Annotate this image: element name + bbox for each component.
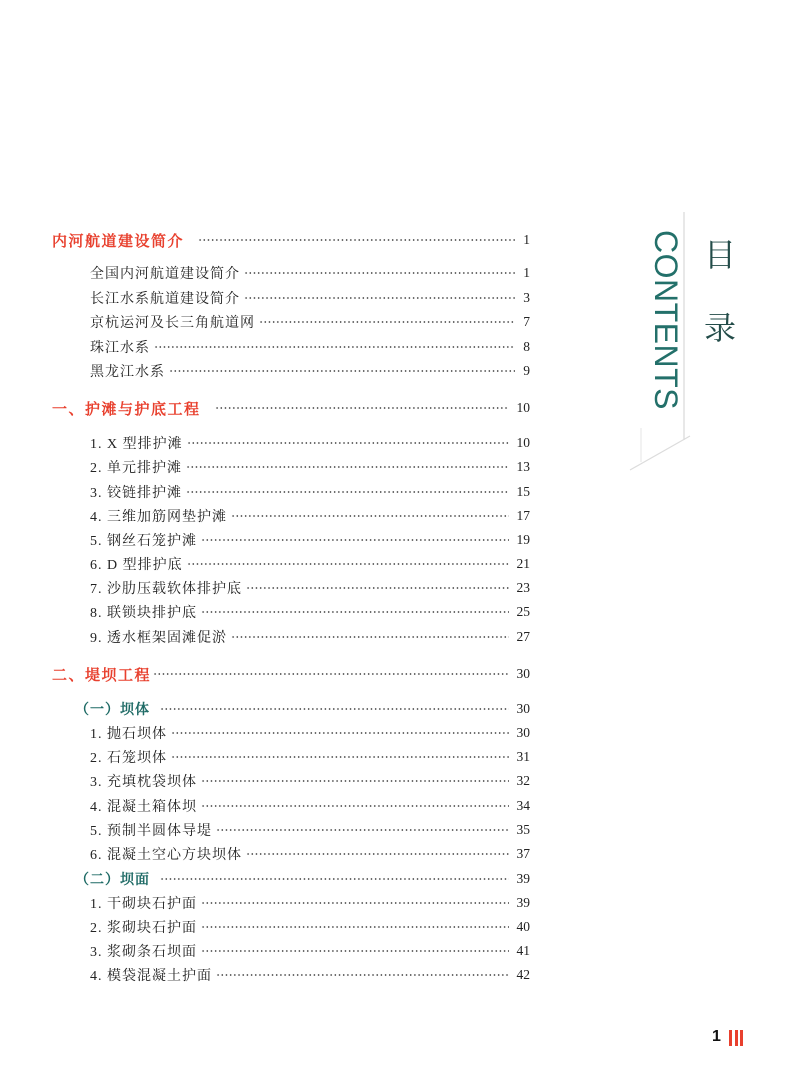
dot-leader bbox=[187, 562, 509, 566]
page-number: 30 bbox=[516, 701, 530, 716]
dot-leader bbox=[186, 490, 509, 494]
toc-entry bbox=[90, 312, 530, 332]
toc-entry bbox=[90, 627, 530, 647]
page-number: 35 bbox=[516, 822, 530, 837]
dot-leader bbox=[231, 635, 509, 639]
page-number: 15 bbox=[516, 484, 530, 499]
page-number: 31 bbox=[516, 749, 530, 764]
toc-entry bbox=[90, 602, 530, 622]
entry-label: 全国内河航道建设简介 bbox=[90, 267, 240, 282]
entry-label: 2. 石笼坝体 bbox=[90, 751, 167, 766]
page-number: 39 bbox=[516, 895, 530, 910]
page-number: 39 bbox=[516, 871, 530, 886]
page-number: 30 bbox=[516, 666, 530, 681]
entry-label: 4. 模袋混凝土护面 bbox=[90, 969, 212, 984]
toc-entry bbox=[90, 796, 530, 816]
toc-subheading bbox=[75, 869, 530, 889]
entry-label: 黑龙江水系 bbox=[90, 365, 165, 380]
dot-leader bbox=[215, 406, 509, 410]
toc-heading bbox=[52, 664, 530, 684]
page-number: 23 bbox=[516, 580, 530, 595]
toc-entry bbox=[90, 530, 530, 550]
entry-label: 9. 透水框架固滩促淤 bbox=[90, 631, 227, 646]
page-number: 25 bbox=[516, 604, 530, 619]
dot-leader bbox=[187, 441, 509, 445]
entry-label: 7. 沙肋压载软体排护底 bbox=[90, 582, 242, 597]
dot-leader bbox=[246, 586, 509, 590]
entry-label: 2. 单元排护滩 bbox=[90, 461, 182, 476]
dot-leader bbox=[198, 238, 515, 242]
toc-entry bbox=[90, 578, 530, 598]
footer-page-number: 1 bbox=[712, 1028, 721, 1045]
dot-leader bbox=[201, 804, 509, 808]
page-number: 41 bbox=[516, 943, 530, 958]
dot-leader bbox=[186, 465, 509, 469]
page-number: 30 bbox=[516, 725, 530, 740]
accent-bar bbox=[735, 1030, 738, 1046]
toc-entry bbox=[90, 482, 530, 502]
entry-label: 5. 预制半圆体导堤 bbox=[90, 824, 212, 839]
dot-leader bbox=[216, 973, 509, 977]
entry-label: 6. 混凝土空心方块坝体 bbox=[90, 848, 242, 863]
page-number: 9 bbox=[523, 363, 530, 378]
dot-leader bbox=[246, 852, 509, 856]
page-number: 32 bbox=[516, 773, 530, 788]
toc-heading bbox=[52, 398, 530, 418]
toc-entry bbox=[90, 771, 530, 791]
toc-entry bbox=[90, 554, 530, 574]
dot-leader bbox=[201, 949, 509, 953]
dot-leader bbox=[201, 610, 509, 614]
page-number: 37 bbox=[516, 846, 530, 861]
dot-leader bbox=[244, 271, 515, 275]
page-number: 3 bbox=[523, 290, 530, 305]
entry-label: 长江水系航道建设简介 bbox=[90, 292, 240, 307]
toc-entry bbox=[90, 337, 530, 357]
dot-leader bbox=[244, 296, 515, 300]
accent-bar bbox=[740, 1030, 743, 1046]
entry-label: 8. 联锁块排护底 bbox=[90, 606, 197, 621]
dot-leader bbox=[216, 828, 509, 832]
dot-leader bbox=[201, 901, 509, 905]
toc-entry bbox=[90, 965, 530, 985]
toc-entry bbox=[90, 844, 530, 864]
page-number: 8 bbox=[523, 339, 530, 354]
heading-title: 内河航道建设简介 bbox=[52, 232, 185, 250]
dot-leader bbox=[201, 779, 509, 783]
entry-label: 珠江水系 bbox=[90, 341, 150, 356]
page-number: 40 bbox=[516, 919, 530, 934]
entry-label: 4. 三维加筋网垫护滩 bbox=[90, 510, 227, 525]
entry-label: 1. 抛石坝体 bbox=[90, 727, 167, 742]
dot-leader bbox=[153, 672, 508, 676]
page-number: 10 bbox=[516, 400, 530, 415]
dot-leader bbox=[154, 345, 515, 349]
entry-label: 3. 充填枕袋坝体 bbox=[90, 775, 197, 790]
dot-leader bbox=[201, 538, 509, 542]
heading-title: 二、堤坝工程 bbox=[52, 666, 152, 684]
dot-leader bbox=[160, 877, 509, 881]
toc-entry bbox=[90, 893, 530, 913]
dot-leader bbox=[171, 731, 509, 735]
page-number: 42 bbox=[516, 967, 530, 982]
entry-label: 3. 铰链排护滩 bbox=[90, 486, 182, 501]
toc-entry bbox=[90, 263, 530, 283]
toc-entry bbox=[90, 723, 530, 743]
dot-leader bbox=[171, 755, 509, 759]
page-number: 17 bbox=[516, 508, 530, 523]
entry-label: 1. X 型排护滩 bbox=[90, 437, 183, 452]
page-number: 19 bbox=[516, 532, 530, 547]
subheading-title: （一）坝体 bbox=[75, 701, 150, 717]
entry-label: 5. 钢丝石笼护滩 bbox=[90, 534, 197, 549]
page-number: 1 bbox=[523, 265, 530, 280]
page-number: 21 bbox=[516, 556, 530, 571]
entry-label: 6. D 型排护底 bbox=[90, 558, 183, 573]
dot-leader bbox=[259, 320, 515, 324]
toc-entry bbox=[90, 457, 530, 477]
entry-label: 4. 混凝土箱体坝 bbox=[90, 800, 197, 815]
entry-label: 1. 干砌块石护面 bbox=[90, 897, 197, 912]
accent-bar bbox=[729, 1030, 732, 1046]
page-number: 13 bbox=[516, 459, 530, 474]
page-number: 7 bbox=[523, 314, 530, 329]
entry-label: 京杭运河及长三角航道网 bbox=[90, 316, 255, 331]
page-number: 1 bbox=[523, 232, 530, 247]
toc-entry bbox=[90, 820, 530, 840]
dot-leader bbox=[231, 514, 509, 518]
toc-entry bbox=[90, 506, 530, 526]
entry-label: 2. 浆砌块石护面 bbox=[90, 921, 197, 936]
page-number: 10 bbox=[516, 435, 530, 450]
toc-heading bbox=[52, 230, 530, 250]
page-number: 27 bbox=[516, 629, 530, 644]
toc-entry bbox=[90, 941, 530, 961]
heading-title: 一、护滩与护底工程 bbox=[52, 400, 201, 418]
toc-entry bbox=[90, 747, 530, 767]
contents-vertical-title: CONTENTS bbox=[648, 230, 684, 410]
toc-entry bbox=[90, 917, 530, 937]
toc-entry bbox=[90, 288, 530, 308]
dot-leader bbox=[160, 707, 509, 711]
dot-leader bbox=[169, 369, 515, 373]
toc-entry bbox=[90, 433, 530, 453]
entry-label: 3. 浆砌条石坝面 bbox=[90, 945, 197, 960]
dot-leader bbox=[201, 925, 509, 929]
subheading-title: （二）坝面 bbox=[75, 871, 150, 887]
side-title-char-lu: 录 bbox=[704, 309, 737, 347]
page-number: 34 bbox=[516, 798, 530, 813]
toc-subheading bbox=[75, 699, 530, 719]
toc-entry bbox=[90, 361, 530, 381]
side-title-char-mu: 目 bbox=[704, 236, 737, 274]
